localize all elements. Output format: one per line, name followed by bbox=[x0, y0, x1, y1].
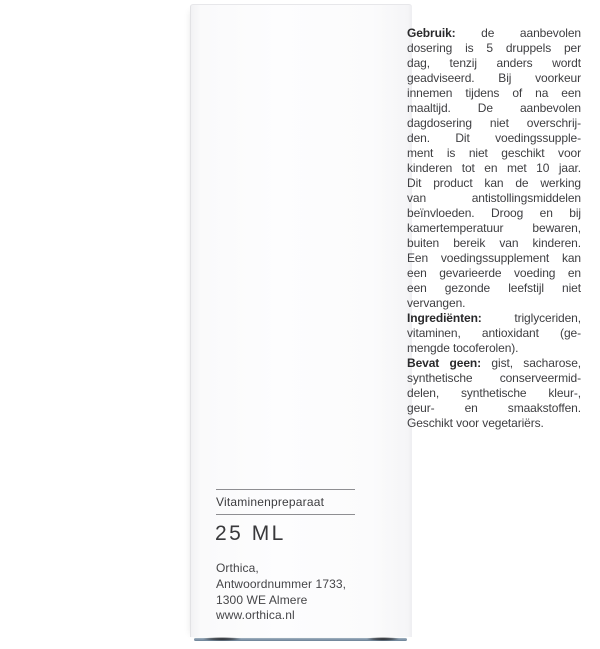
address-line-number: Antwoordnummer 1733, bbox=[216, 576, 347, 591]
text-line: ment is niet geschikt voor bbox=[407, 146, 581, 160]
text-line: dosering is 5 druppels per bbox=[407, 41, 581, 55]
bottom-shadow-right bbox=[360, 636, 406, 642]
text-line: beïnvloeden. Droog en bij bbox=[407, 206, 581, 220]
text-line: synthetische conserveermid- bbox=[407, 371, 581, 385]
text-line: kamertemperatuur bewaren, bbox=[407, 221, 581, 235]
separator-line-top bbox=[216, 489, 355, 490]
text-line: een gezonde leefstijl niet bbox=[407, 281, 581, 295]
text-line: innemen tijdens of na een bbox=[407, 86, 581, 100]
text-line: Ingrediënten: triglyceriden, bbox=[407, 311, 581, 325]
text-line: Bevat geen: gist, sacharose, bbox=[407, 356, 581, 370]
ingredients-heading: Ingrediënten: bbox=[407, 311, 482, 325]
address-line-city: 1300 WE Almere bbox=[216, 592, 308, 607]
text-line: vitaminen, antioxidant (ge- bbox=[407, 326, 581, 340]
text-line: Dit product kan de werking bbox=[407, 176, 581, 190]
box-bottom-edge bbox=[192, 635, 410, 644]
category-label: Vitaminenpreparaat bbox=[216, 495, 325, 509]
text-line: kinderen tot en met 10 jaar. bbox=[407, 161, 581, 175]
text-line: geur- en smaakstoffen. bbox=[407, 401, 581, 415]
text-line: mengde tocoferolen). bbox=[407, 341, 519, 355]
label-text-block bbox=[407, 26, 581, 431]
bottom-shadow-left bbox=[195, 636, 249, 642]
text-line: een gevarieerde voeding en bbox=[407, 266, 581, 280]
text-line: geadviseerd. Bij voorkeur bbox=[407, 71, 581, 85]
text-line: Gebruik: de aanbevolen bbox=[407, 26, 581, 40]
usage-heading: Gebruik: bbox=[407, 26, 456, 40]
text-line: dagdosering niet overschrij- bbox=[407, 116, 581, 130]
separator-line-bottom bbox=[216, 514, 355, 515]
address-line-company: Orthica, bbox=[216, 561, 259, 575]
address-line-website: www.orthica.nl bbox=[216, 608, 295, 623]
text-line: delen, synthetische kleur-, bbox=[407, 386, 581, 400]
text-line: dag, tenzij anders wordt bbox=[407, 56, 581, 70]
volume-label: 25 ML bbox=[215, 522, 286, 545]
free-from-heading: Bevat geen: bbox=[407, 356, 482, 370]
text-line: van antistollingsmiddelen bbox=[407, 191, 581, 205]
address-block bbox=[216, 561, 346, 624]
text-line: buiten bereik van kinderen. bbox=[407, 236, 581, 250]
text-line: Een voedingssupplement kan bbox=[407, 251, 581, 265]
text-line: vervangen. bbox=[407, 296, 466, 310]
text-line: maaltijd. De aanbevolen bbox=[407, 101, 581, 115]
text-line: Geschikt voor vegetariërs. bbox=[407, 416, 544, 430]
text-line: den. Dit voedingssupple- bbox=[407, 131, 581, 145]
